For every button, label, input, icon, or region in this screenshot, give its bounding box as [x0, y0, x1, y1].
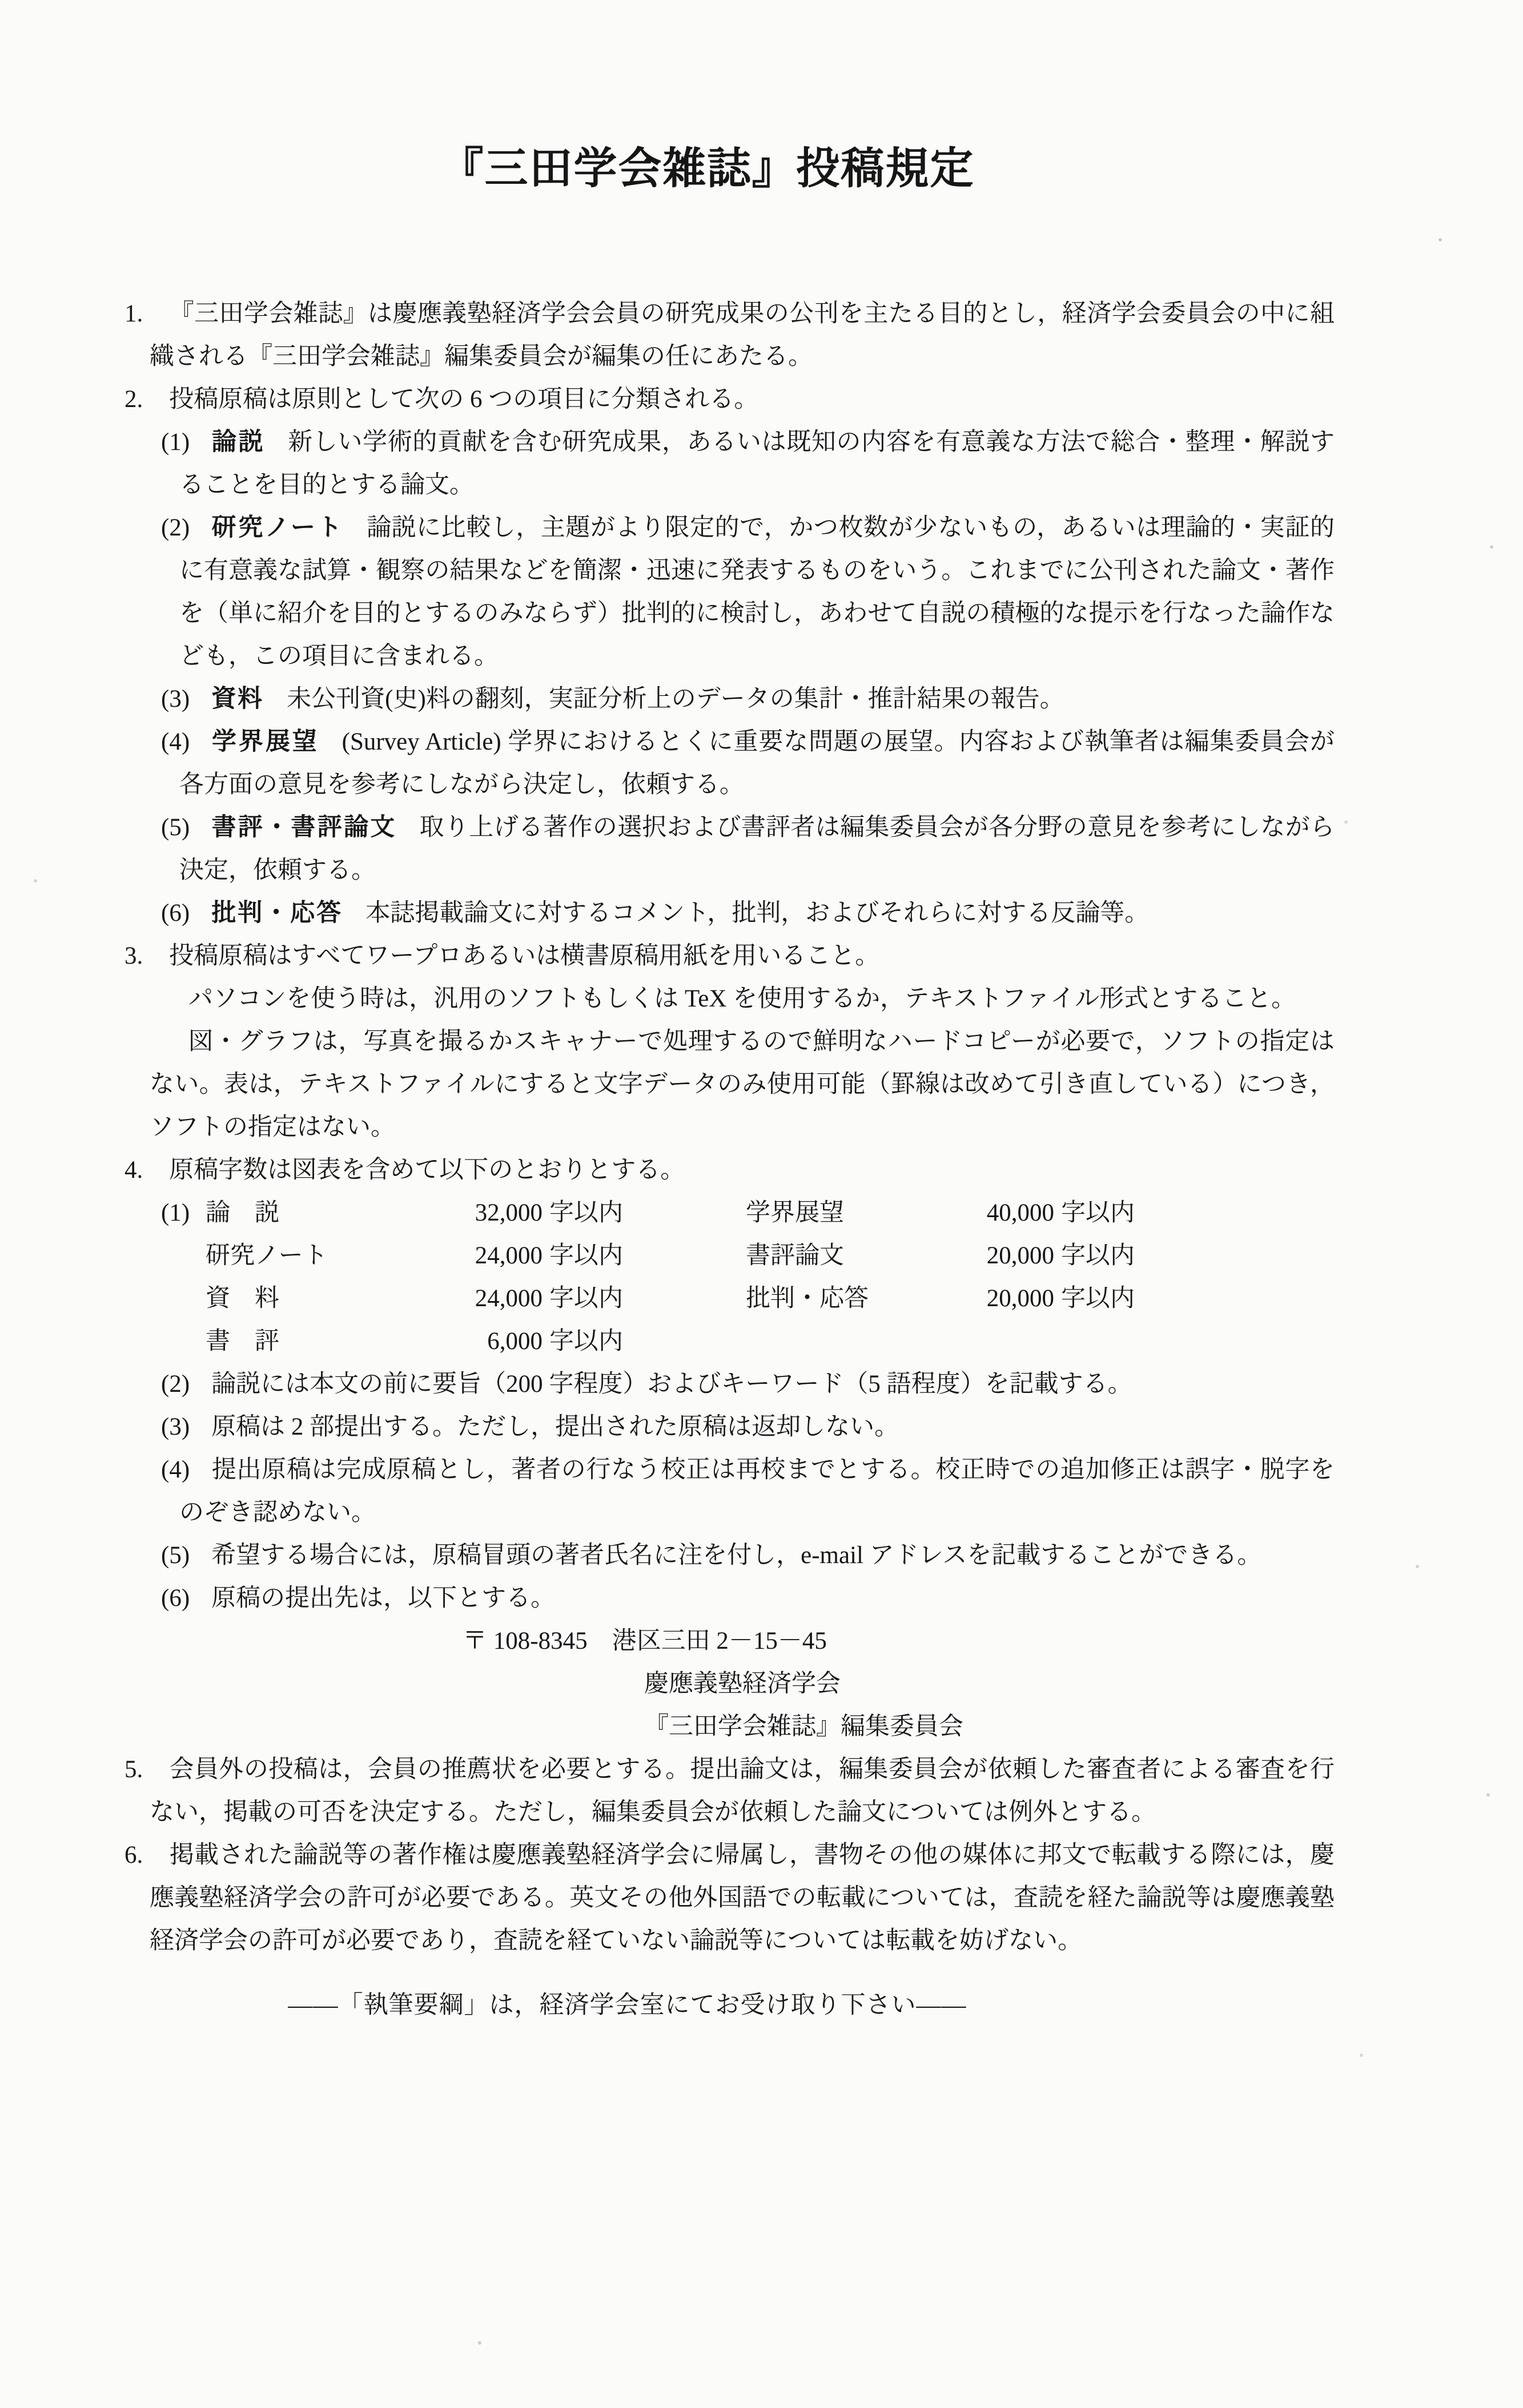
sub-item-4-3: [0, 1406, 1335, 1448]
sub-item-marker: (2): [161, 514, 190, 541]
sub-item-marker: (5): [161, 1542, 190, 1569]
document-title: 『三田学会雑誌』投稿規定: [440, 145, 975, 193]
sub-item-text: 提出原稿は完成原稿とし，著者の行なう校正は再校までとする。校正時での追加修正は誤字・脱字をのぞき認めない。: [179, 1456, 1335, 1526]
sub-item-text: 本誌掲載論文に対するコメント，批判，およびそれらに対する反論等。: [365, 900, 1150, 927]
sub-item-2-2: [0, 506, 1335, 678]
category-label: 学界展望: [211, 728, 319, 755]
address-block: [0, 1620, 1335, 1748]
table-row: [161, 1234, 1335, 1277]
limit-cell: 24,000: [475, 1242, 543, 1269]
sub-item-text: 新しい学術的貢献を含む研究成果，あるいは既知の内容を有意義な方法で総合・整理・解説することを目的とする論文。: [179, 429, 1335, 498]
sub-item-marker: [161, 1234, 206, 1277]
address-line: 〒 108-8345 港区三田 2－15－45: [463, 1628, 827, 1654]
category-label: 批判・応答: [211, 900, 343, 927]
limit-cell: 40,000: [986, 1199, 1054, 1226]
sub-item-4-5: [0, 1534, 1335, 1577]
sub-item-marker: (3): [161, 1414, 190, 1440]
sub-item-text: 希望する場合には，原稿冒頭の著者氏名に注を付し，e-mail アドレスを記載することができる。: [211, 1542, 1262, 1569]
unit-cell: 字以内: [549, 1242, 623, 1269]
limit-cell: 20,000: [986, 1242, 1054, 1269]
category-cell: 書評論文: [746, 1242, 844, 1269]
unit-cell: 字以内: [549, 1328, 623, 1355]
limit-cell: 32,000: [475, 1199, 543, 1226]
category-cell: 研究ノート: [206, 1242, 328, 1269]
item-number: 6.: [124, 1842, 143, 1869]
word-limit-table: [0, 1191, 1335, 1363]
sub-item-text: 未公刊資(史)料の翻刻，実証分析上のデータの集計・推計結果の報告。: [287, 686, 1064, 712]
item-number: 2.: [124, 386, 143, 413]
address-line: 『三田学会雑誌』編集委員会: [644, 1713, 963, 1740]
item-number: 5.: [124, 1756, 143, 1783]
sub-item-text: 原稿は 2 部提出する。ただし，提出された原稿は返却しない。: [211, 1414, 899, 1440]
address-line: 慶應義塾経済学会: [644, 1670, 841, 1697]
sub-item-2-6: [0, 892, 1335, 935]
unit-cell: 字以内: [1061, 1285, 1135, 1312]
sub-item-marker: (1): [161, 429, 190, 456]
item-text: 原稿字数は図表を含めて以下のとおりとする。: [169, 1157, 685, 1183]
limit-cell: 24,000: [475, 1285, 543, 1312]
item-number: 3.: [124, 943, 143, 969]
table-row: [161, 1277, 1335, 1320]
sub-item-text: 論説には本文の前に要旨（200 字程度）およびキーワード（5 語程度）を記載する。: [211, 1371, 1132, 1398]
item-text: 『三田学会雑誌』は慶應義塾経済学会会員の研究成果の公刊を主たる目的とし，経済学会委員会の中に組織される『三田学会雑誌』編集委員会が編集の任にあたる。: [150, 300, 1335, 370]
sub-item-marker: (5): [161, 814, 190, 841]
category-label: 資料: [211, 686, 264, 712]
sub-item-text: 原稿の提出先は，以下とする。: [211, 1585, 556, 1612]
table-row: [161, 1191, 1335, 1234]
sub-item-2-5: [0, 806, 1335, 892]
limit-cell: 6,000: [487, 1328, 543, 1355]
list-item-2: [0, 378, 1335, 421]
sub-item-marker: (3): [161, 686, 190, 712]
sub-item-text: 論説に比較し，主題がより限定的で，かつ枚数が少ないもの，あるいは理論的・実証的に有意義な試算・観察の結果などを簡潔・迅速に発表するものをいう。これまでに公刊された論文・著作を（単に紹介を目的とするのみならず）批判的に検討し，あわせて自説の積極的な提示を行なった論作なども，この項目に含まれる。: [179, 514, 1335, 670]
sub-item-marker: [161, 1277, 206, 1320]
sub-item-marker: (4): [161, 1456, 190, 1483]
item-number: 4.: [124, 1157, 143, 1183]
unit-cell: 字以内: [549, 1199, 623, 1226]
sub-item-4-2: [0, 1363, 1335, 1406]
sub-item-2-3: [0, 678, 1335, 720]
list-item-6: [0, 1834, 1335, 1962]
paragraph: パソコンを使う時は，汎用のソフトもしくは TeX を使用するか，テキストファイル形式とすること。: [188, 985, 1296, 1012]
list-item-3: [0, 935, 1335, 977]
unit-cell: 字以内: [549, 1285, 623, 1312]
document-body: [0, 292, 1523, 2027]
sub-item-marker: (4): [161, 728, 190, 755]
paragraph: 図・グラフは，写真を撮るかスキャナーで処理するので鮮明なハードコピーが必要で，ソフトの指定はない。表は，テキストファイルにすると文字データのみ使用可能（罫線は改めて引き直している）につき，ソフトの指定はない。: [150, 1028, 1335, 1141]
category-cell: 資 料: [206, 1285, 279, 1312]
sub-item-marker: (6): [161, 1585, 190, 1612]
sub-item-4-6: [0, 1577, 1335, 1620]
sub-item-2-4: [0, 720, 1335, 806]
sub-item-marker: [161, 1320, 206, 1363]
item-text: 投稿原稿はすべてワープロあるいは横書原稿用紙を用いること。: [169, 943, 880, 969]
sub-item-marker: (1): [161, 1199, 190, 1226]
item-text: 会員外の投稿は，会員の推薦状を必要とする。提出論文は，編集委員会が依頼した審査者による審査を行ない，掲載の可否を決定する。ただし，編集委員会が依頼した論文については例外とする。: [150, 1756, 1335, 1826]
unit-cell: [1054, 1320, 1335, 1363]
item-text: 掲載された論説等の著作権は慶應義塾経済学会に帰属し，書物その他の媒体に邦文で転載する際には，慶應義塾経済学会の許可が必要である。英文その他外国語での転載については，査読を経た論説等は慶應義塾経済学会の許可が必要であり，査読を経ていない論説等については転載を妨げない。: [150, 1842, 1335, 1954]
unit-cell: 字以内: [1061, 1242, 1135, 1269]
unit-cell: 字以内: [1061, 1199, 1135, 1226]
footer-note: ——「執筆要綱」は，経済学会室にてお受け取り下さい——: [288, 1992, 967, 2019]
list-item-1: [0, 292, 1335, 378]
category-cell: 批判・応答: [746, 1285, 869, 1312]
sub-item-4-4: [0, 1448, 1335, 1534]
category-label: 研究ノート: [211, 514, 344, 541]
sub-item-text: 取り上げる著作の選択および書評者は編集委員会が各分野の意見を参考にしながら決定，依頼する。: [179, 814, 1335, 884]
sub-item-text: (Survey Article) 学界におけるとくに重要な問題の展望。内容および執筆者は編集委員会が各方面の意見を参考にしながら決定し，依頼する。: [179, 728, 1335, 798]
list-item-4: [0, 1149, 1335, 1191]
category-cell: 論 説: [206, 1199, 279, 1226]
sub-item-marker: (6): [161, 900, 190, 927]
limit-cell: 20,000: [986, 1285, 1054, 1312]
sub-item-marker: (2): [161, 1371, 190, 1398]
category-cell: 学界展望: [746, 1199, 844, 1226]
category-cell: 書 評: [206, 1328, 279, 1355]
item-number: 1.: [124, 300, 143, 327]
item-text: 投稿原稿は原則として次の 6 つの項目に分類される。: [169, 386, 759, 413]
scanned-document-page: [0, 146, 1523, 2408]
list-item-5: [0, 1748, 1335, 1834]
category-label: 論説: [211, 429, 266, 456]
category-label: 書評・書評論文: [211, 814, 397, 841]
limit-cell: [934, 1320, 1054, 1363]
sub-item-2-1: [0, 421, 1335, 506]
scan-speck: [0, 146, 2, 148]
category-cell: [746, 1320, 934, 1363]
table-row: [161, 1320, 1335, 1363]
